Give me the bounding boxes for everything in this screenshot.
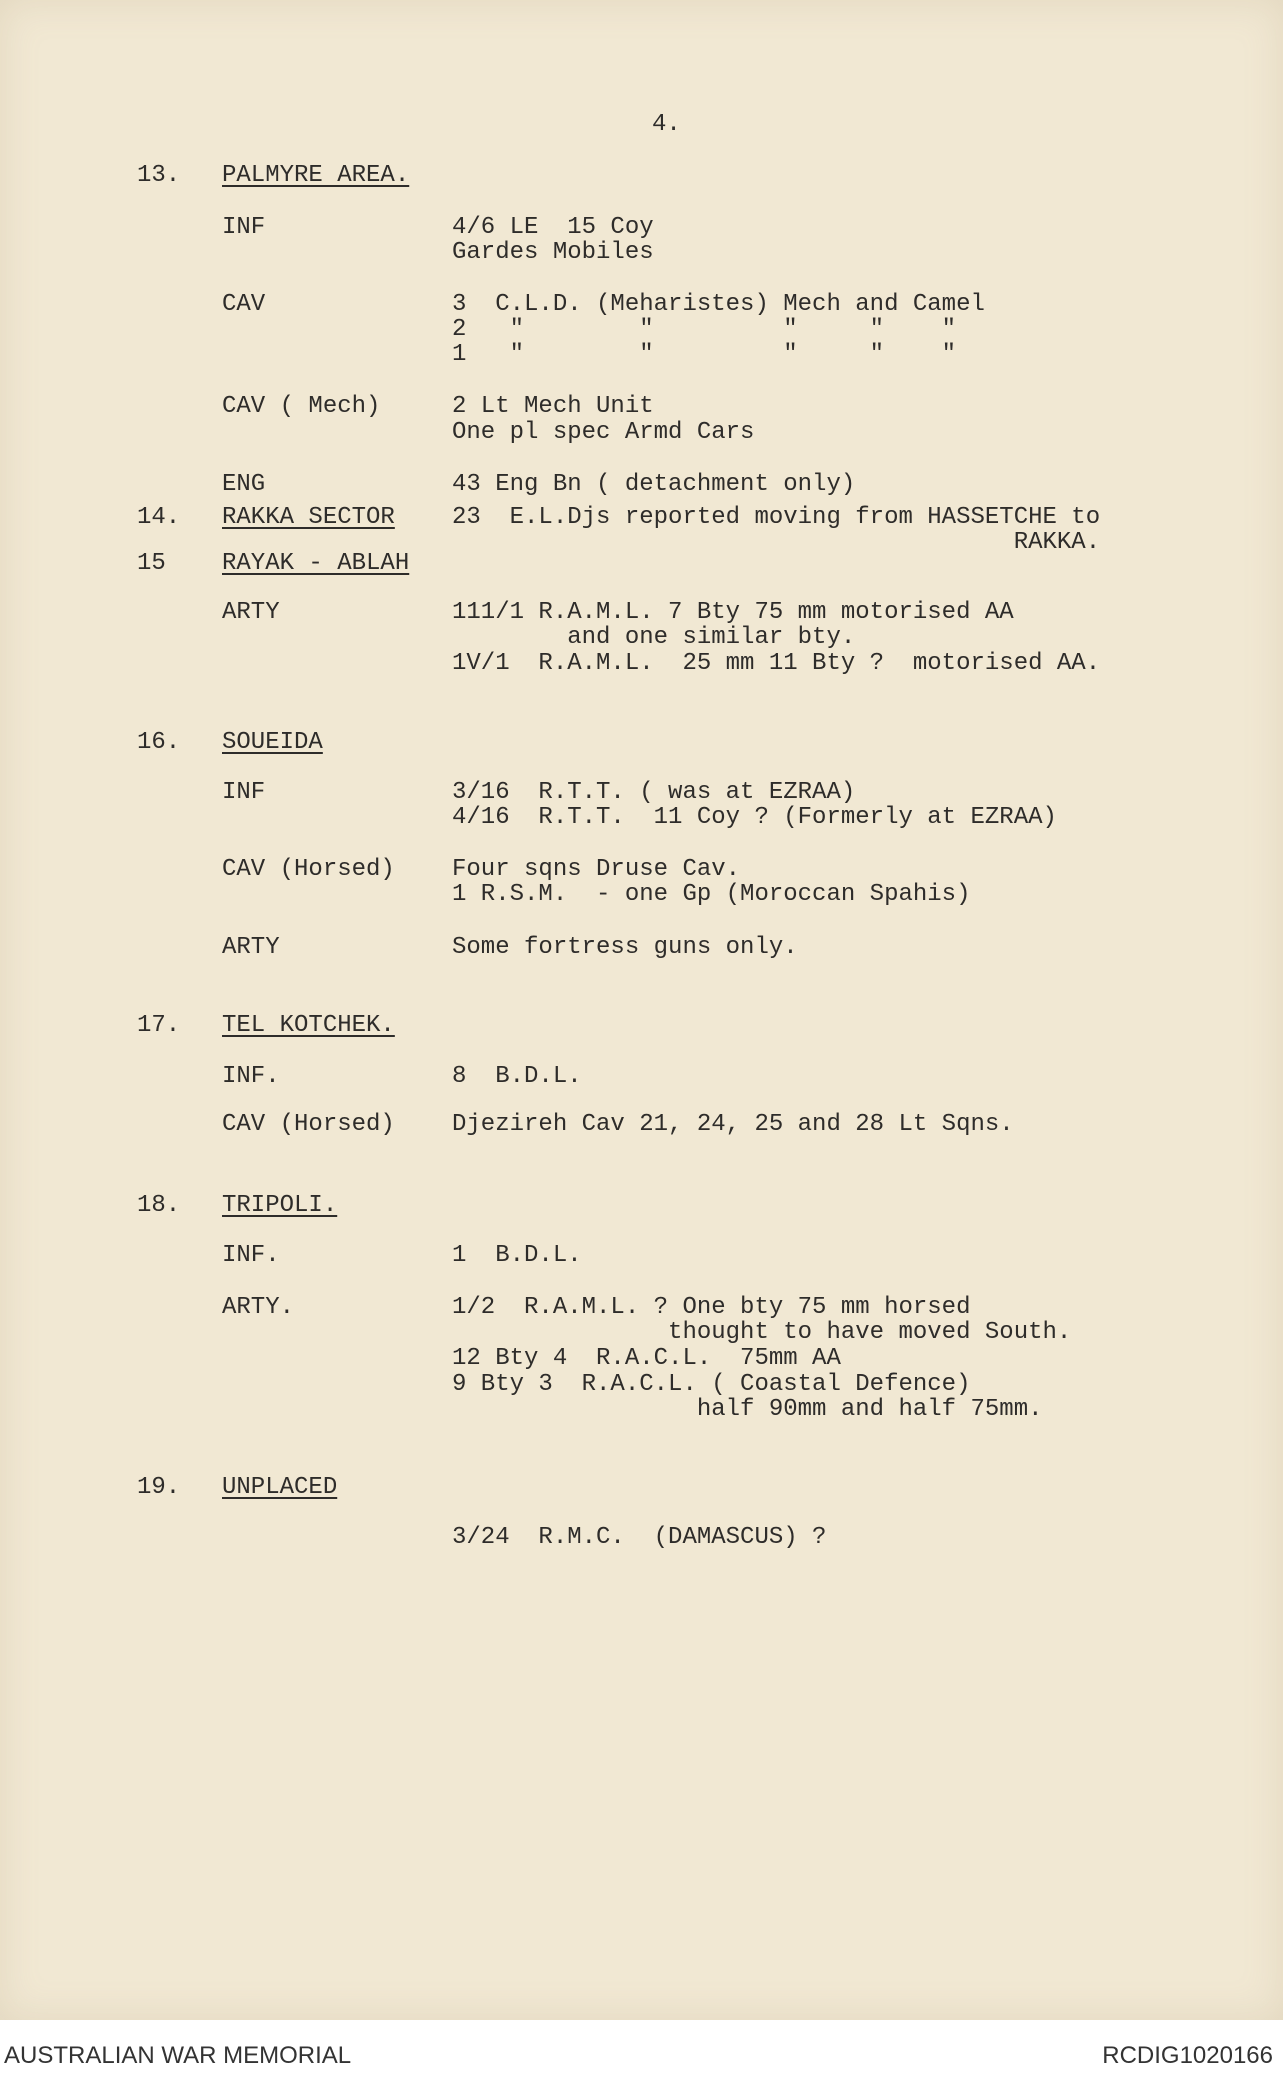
unit-detail-line: One pl spec Armd Cars <box>452 419 755 446</box>
unit-detail-line: 3/16 R.T.T. ( was at EZRAA) <box>452 779 856 806</box>
page-number: 4. <box>652 111 681 138</box>
archive-footer <box>0 2042 1283 2072</box>
unit-detail-line: 8 B.D.L. <box>452 1063 582 1090</box>
section-number: 16. <box>137 729 181 756</box>
unit-type-label: INF <box>222 214 266 241</box>
unit-type-label: INF. <box>222 1242 280 1269</box>
unit-detail-line: 4/16 R.T.T. 11 Coy ? (Formerly at EZRAA) <box>452 804 1057 831</box>
unit-type-label: ARTY <box>222 599 280 626</box>
unit-detail-line: 3/24 R.M.C. (DAMASCUS) ? <box>452 1524 827 1551</box>
section-number: 14. <box>137 504 181 531</box>
unit-type-label: CAV (Horsed) <box>222 856 395 883</box>
unit-detail-line: 1 B.D.L. <box>452 1242 582 1269</box>
unit-detail-line: 1 R.S.M. - one Gp (Moroccan Spahis) <box>452 881 971 908</box>
unit-detail-line: 2 " " " " " <box>452 316 957 343</box>
unit-type-label: CAV ( Mech) <box>222 393 381 420</box>
section-number: 15 <box>137 550 166 577</box>
section-heading: SOUEIDA <box>222 729 323 756</box>
unit-detail-line: Some fortress guns only. <box>452 934 798 961</box>
unit-type-label: CAV (Horsed) <box>222 1111 395 1138</box>
unit-type-label: INF <box>222 779 266 806</box>
unit-detail-line: 1/2 R.A.M.L. ? One bty 75 mm horsed <box>452 1294 971 1321</box>
unit-detail-line: Djezireh Cav 21, 24, 25 and 28 Lt Sqns. <box>452 1111 1014 1138</box>
unit-detail-line: RAKKA. <box>452 529 1101 556</box>
section-number: 18. <box>137 1192 181 1219</box>
section-number: 19. <box>137 1474 181 1501</box>
footer-source-label: AUSTRALIAN WAR MEMORIAL <box>4 2042 352 2069</box>
unit-detail-line: 12 Bty 4 R.A.C.L. 75mm AA <box>452 1345 841 1372</box>
unit-detail-line: 43 Eng Bn ( detachment only) <box>452 471 856 498</box>
unit-detail-line: 1V/1 R.A.M.L. 25 mm 11 Bty ? motorised AA. <box>452 650 1101 677</box>
section-heading: RAKKA SECTOR <box>222 504 395 531</box>
unit-detail-line: 2 Lt Mech Unit <box>452 393 654 420</box>
section-heading: RAYAK - ABLAH <box>222 550 410 577</box>
unit-detail-line: half 90mm and half 75mm. <box>452 1396 1043 1423</box>
unit-type-label: CAV <box>222 291 266 318</box>
section-number: 13. <box>137 162 181 189</box>
unit-type-label: ENG <box>222 471 266 498</box>
unit-detail-line: Four sqns Druse Cav. <box>452 856 741 883</box>
unit-detail-line: 1 " " " " " <box>452 341 957 368</box>
section-heading: UNPLACED <box>222 1474 338 1501</box>
footer-record-id: RCDIG1020166 <box>1102 2042 1273 2069</box>
section-number: 17. <box>137 1012 181 1039</box>
unit-detail-line: 9 Bty 3 R.A.C.L. ( Coastal Defence) <box>452 1371 971 1398</box>
unit-detail-line: and one similar bty. <box>452 624 856 651</box>
section-heading: PALMYRE AREA. <box>222 162 410 189</box>
unit-type-label: INF. <box>222 1063 280 1090</box>
unit-detail-line: 111/1 R.A.M.L. 7 Bty 75 mm motorised AA <box>452 599 1014 626</box>
unit-detail-line: 3 C.L.D. (Meharistes) Mech and Camel <box>452 291 985 318</box>
unit-detail-line: 4/6 LE 15 Coy <box>452 214 654 241</box>
unit-detail-line: thought to have moved South. <box>452 1319 1072 1346</box>
section-heading: TRIPOLI. <box>222 1192 338 1219</box>
unit-type-label: ARTY <box>222 934 280 961</box>
unit-detail-line: 23 E.L.Djs reported moving from HASSETCHE to <box>452 504 1101 531</box>
section-heading: TEL KOTCHEK. <box>222 1012 395 1039</box>
unit-type-label: ARTY. <box>222 1294 295 1321</box>
unit-detail-line: Gardes Mobiles <box>452 239 654 266</box>
